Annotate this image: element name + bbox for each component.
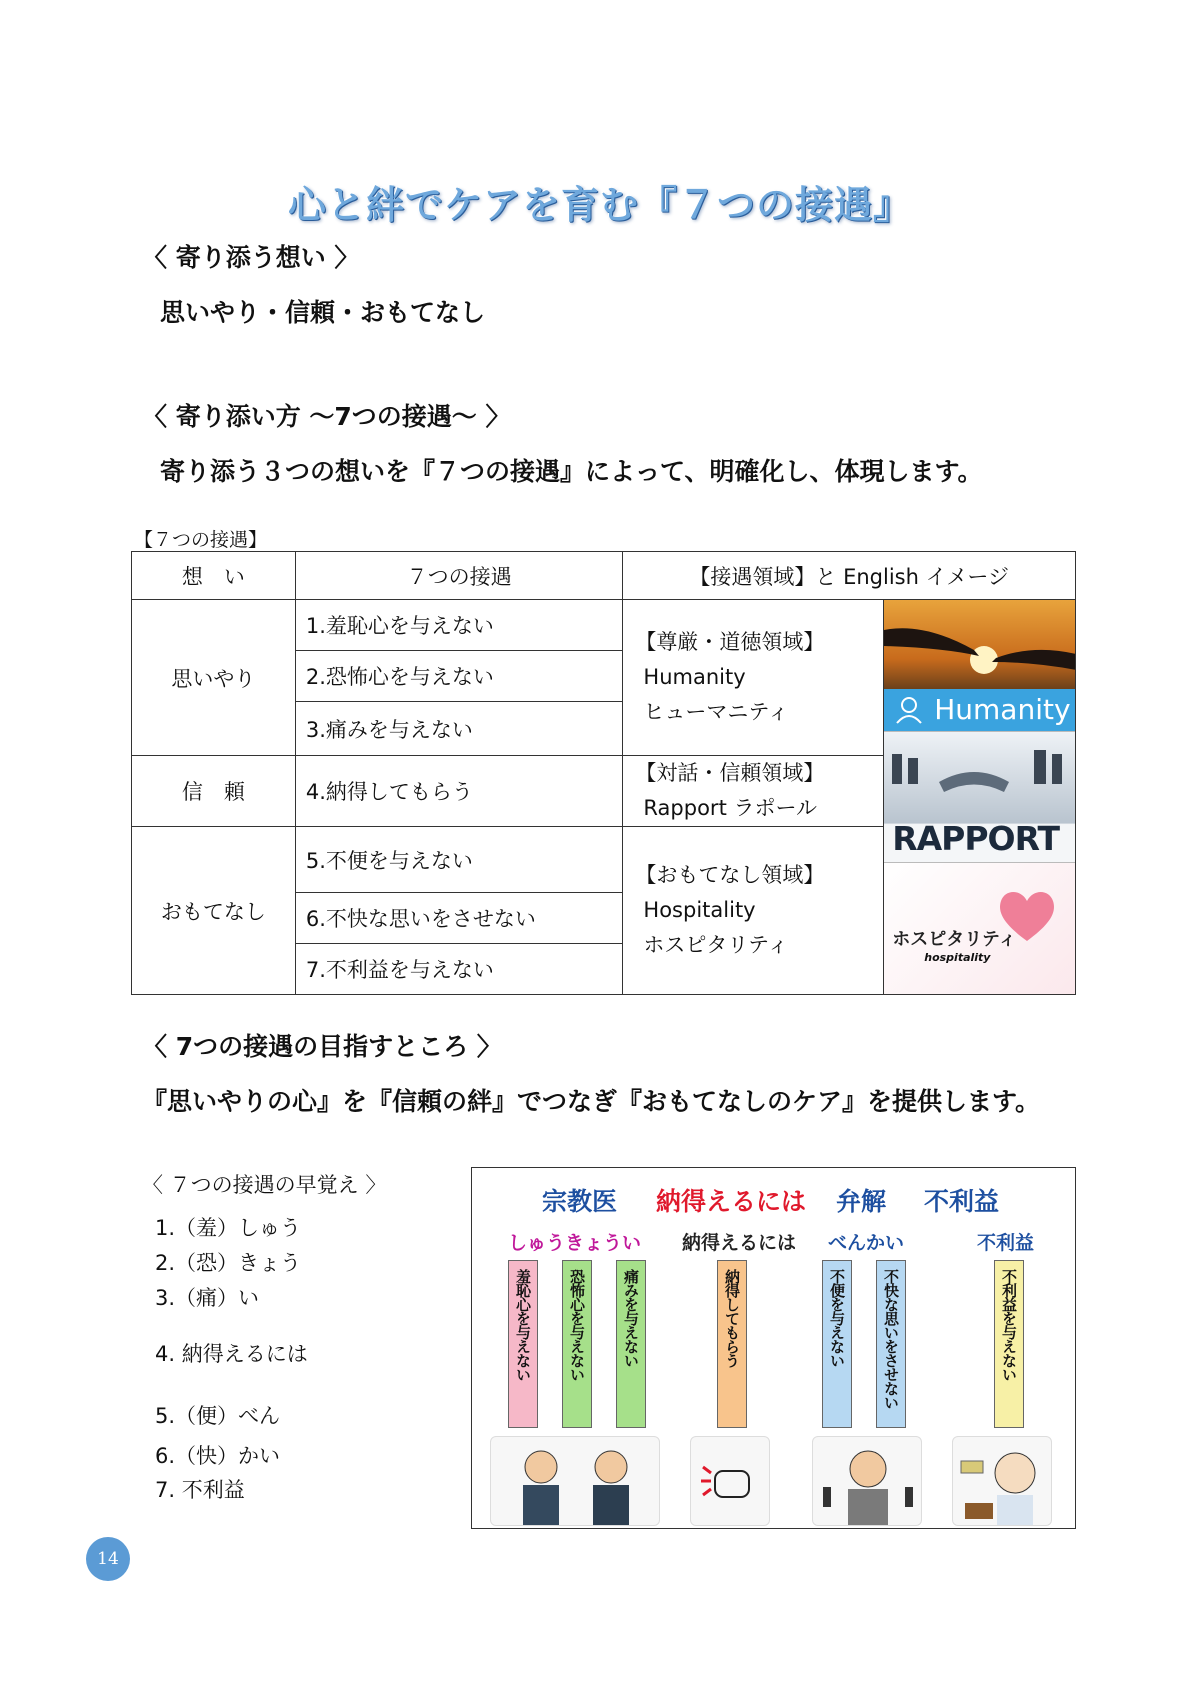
fist-icon bbox=[691, 1437, 771, 1527]
mnemonic-bar: 不快な思いをさせない bbox=[876, 1260, 906, 1428]
domain-tag: 【おもてなし領域】 bbox=[635, 863, 825, 887]
mnemonic-bar: 羞恥心を与えない bbox=[508, 1260, 538, 1428]
section-body-approach: 寄り添う３つの想いを『７つの接遇』によって、明確化し、体現します。 bbox=[160, 457, 983, 486]
mnemonic-bar: 恐怖心を与えない bbox=[562, 1260, 592, 1428]
money-illustration bbox=[952, 1436, 1052, 1526]
table-caption: 【７つの接遇】 bbox=[134, 529, 268, 551]
domain-cell bbox=[623, 827, 884, 995]
panel-heading: 宗教医 bbox=[542, 1187, 618, 1216]
monk-icon bbox=[491, 1437, 661, 1527]
list-item: 4. 納得えるには bbox=[155, 1342, 308, 1366]
table-row bbox=[132, 600, 1076, 651]
header-domain: 【接遇領域】と English イメージ bbox=[623, 552, 1076, 600]
feeling-cell: おもてなし bbox=[132, 827, 296, 995]
treatment-cell: 4.納得してもらう bbox=[295, 756, 623, 827]
table-header-row bbox=[132, 552, 1076, 600]
humanity-label: Humanity bbox=[934, 693, 1071, 727]
mnemonic-bar: 納得してもらう bbox=[717, 1260, 747, 1428]
section-body-goal: 『思いやりの心』を『信頼の絆』でつなぎ『おもてなしのケア』を提供します。 bbox=[142, 1087, 1041, 1116]
treatment-cell: 6.不快な思いをさせない bbox=[295, 893, 623, 944]
treatment-cell: 1.羞恥心を与えない bbox=[295, 600, 623, 651]
treatment-cell: 5.不便を与えない bbox=[295, 827, 623, 893]
list-item: 7. 不利益 bbox=[155, 1478, 245, 1502]
domain-tag: 【対話・信頼領域】 bbox=[635, 761, 825, 785]
humanity-band bbox=[884, 689, 1075, 731]
page-number: 14 bbox=[86, 1537, 130, 1581]
panel-kana: 不利益 bbox=[977, 1232, 1035, 1254]
panel-kana: 納得えるには bbox=[682, 1232, 797, 1254]
monks-illustration bbox=[490, 1436, 660, 1526]
hospitality-sublabel: hospitality bbox=[924, 951, 991, 965]
domain-tag: 【尊厳・道徳領域】 bbox=[635, 630, 825, 654]
list-item: 3.（痛）い bbox=[155, 1286, 260, 1310]
hospitality-image bbox=[884, 863, 1075, 994]
list-item: 5.（便）べん bbox=[155, 1404, 281, 1428]
treatment-cell: 2.恐怖心を与えない bbox=[295, 651, 623, 702]
treatment-cell: 7.不利益を与えない bbox=[295, 944, 623, 995]
list-item: 6.（快）かい bbox=[155, 1444, 281, 1468]
press-illustration bbox=[812, 1436, 922, 1526]
hands-reaching-icon bbox=[884, 600, 1075, 680]
list-item: 2.（恐）きょう bbox=[155, 1251, 302, 1275]
humanity-image bbox=[884, 600, 1075, 732]
mnemonic-panel bbox=[471, 1167, 1076, 1529]
feeling-cell: 思いやり bbox=[132, 600, 296, 756]
domain-english: Rapport ラポール bbox=[643, 796, 818, 820]
image-column bbox=[884, 600, 1076, 995]
section-heading-goal: 〈 7つの接遇の目指すところ 〉 bbox=[142, 1032, 502, 1061]
fist-illustration bbox=[690, 1436, 770, 1526]
worried-man-icon bbox=[953, 1437, 1053, 1527]
memo-heading: 〈 ７つの接遇の早覚え 〉 bbox=[142, 1173, 387, 1197]
section-body-feelings: 思いやり・信頼・おもてなし bbox=[160, 298, 486, 327]
page-title: 心と絆でケアを育む『７つの接遇』 bbox=[287, 183, 912, 227]
domain-cell bbox=[623, 756, 884, 827]
panel-kana: べんかい bbox=[828, 1232, 905, 1254]
feeling-cell: 信 頼 bbox=[132, 756, 296, 827]
reporter-icon bbox=[813, 1437, 923, 1527]
domain-kana: ホスピタリティ bbox=[643, 933, 789, 957]
person-icon bbox=[894, 695, 924, 725]
domain-english: Humanity bbox=[643, 665, 746, 689]
section-heading-approach: 〈 寄り添い方 ～7つの接遇～ 〉 bbox=[142, 402, 511, 431]
panel-heading: 納得えるには bbox=[656, 1187, 807, 1216]
list-item: 1.（羞）しゅう bbox=[155, 1216, 302, 1240]
seven-treatments-table bbox=[131, 551, 1076, 995]
domain-english: Hospitality bbox=[643, 898, 756, 922]
panel-kana: しゅうきょうい bbox=[508, 1232, 642, 1254]
rapport-image bbox=[884, 732, 1075, 864]
mnemonic-bar: 不便を与えない bbox=[822, 1260, 852, 1428]
header-treatment: ７つの接遇 bbox=[295, 552, 623, 600]
rapport-label: RAPPORT bbox=[892, 819, 1060, 859]
domain-kana: ヒューマニティ bbox=[643, 700, 789, 724]
treatment-cell: 3.痛みを与えない bbox=[295, 702, 623, 756]
header-feeling: 想 い bbox=[132, 552, 296, 600]
panel-heading: 不利益 bbox=[924, 1187, 1000, 1216]
mnemonic-bar: 不利益を与えない bbox=[994, 1260, 1024, 1428]
section-heading-feelings: 〈 寄り添う想い 〉 bbox=[142, 243, 360, 272]
mnemonic-bar: 痛みを与えない bbox=[616, 1260, 646, 1428]
panel-heading: 弁解 bbox=[836, 1187, 887, 1216]
domain-cell bbox=[623, 600, 884, 756]
handshake-icon bbox=[884, 732, 1075, 822]
hospitality-label: ホスピタリティ bbox=[892, 929, 1017, 951]
